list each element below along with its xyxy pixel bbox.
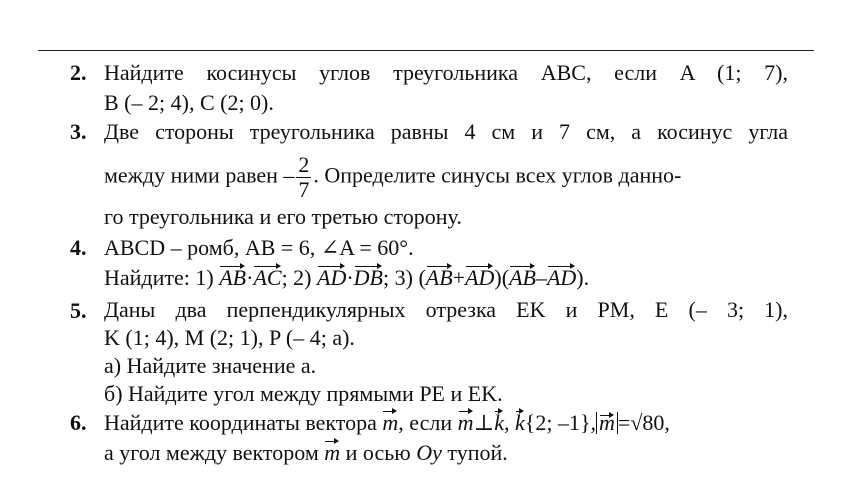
problem-number: 6. — [70, 410, 87, 435]
dot: · — [346, 265, 354, 290]
vector-DB: DB — [354, 263, 383, 293]
denominator: 7 — [298, 177, 310, 202]
top-rule — [38, 50, 814, 51]
text: а угол между вектором — [104, 440, 319, 465]
text: ; 3) ( — [383, 265, 426, 290]
problem-text: Две стороны треугольника равны 4 см и 7 см, а косинус угла — [104, 119, 788, 144]
problem-text: Даны два перпендикулярных отрезка EK и PM, E (– 3; 1), — [104, 297, 788, 322]
problem-text: го треугольника и его третью сторону. — [104, 204, 462, 229]
dot: · — [246, 265, 254, 290]
problem-text: а) Найдите значение a. — [104, 353, 317, 378]
k-coordinates: {2; –1}, — [524, 410, 596, 435]
text: Найдите координаты вектора — [104, 410, 377, 435]
fraction — [296, 153, 311, 202]
vector-AB: AB — [509, 263, 536, 293]
problem-text: ABCD – ромб, AB = 6, ∠A = 60°. — [104, 235, 414, 260]
text: ; 2) — [281, 265, 312, 290]
plus: + — [452, 265, 466, 290]
vector-m: m — [382, 408, 398, 438]
vector-m: m — [458, 408, 474, 438]
problem-text: Найдите косинусы углов треугольника ABC, если A (1; 7), — [104, 60, 788, 85]
problem-number: 2. — [70, 60, 87, 85]
problem-text-line-fraction — [104, 153, 788, 202]
problem-text: между ними равен — [104, 162, 278, 188]
vector-AD: AD — [465, 263, 494, 293]
text: и осью — [345, 440, 411, 465]
axis-Oy: Oy — [416, 440, 442, 465]
text: , — [664, 410, 670, 435]
problem-number: 3. — [70, 119, 87, 144]
text: )( — [494, 265, 510, 290]
minus-sign: – — [283, 162, 295, 188]
problem-text-vectors — [104, 263, 788, 293]
numerator: 2 — [298, 152, 310, 177]
problem-text: K (1; 4), M (2; 1), P (– 4; a). — [104, 325, 355, 350]
perp-symbol: ⊥ — [473, 410, 495, 435]
vector-m-magnitude — [596, 412, 618, 434]
minus: – — [535, 265, 547, 290]
vector-k: k — [494, 408, 504, 438]
vector-m: m — [324, 438, 340, 468]
text: ). — [576, 265, 590, 290]
problem-text: б) Найдите угол между прямыми PE и EK. — [104, 381, 503, 406]
problem-text: B (– 2; 4), C (2; 0). — [104, 90, 274, 115]
vector-AD: AD — [547, 263, 576, 293]
vector-AD: AD — [317, 263, 346, 293]
vector-k: k — [515, 408, 525, 438]
problem-text-line: Найдите координаты вектора m, если m⊥k, k{2; –1}, m =√80, — [104, 408, 788, 438]
problem-text-line — [104, 438, 788, 468]
text: , если — [398, 410, 453, 435]
text: тупой. — [447, 440, 508, 465]
vector-AB: AB — [219, 263, 246, 293]
text: Найдите: 1) — [104, 265, 214, 290]
vector-AC: AC — [253, 263, 281, 293]
vector-AB: AB — [426, 263, 453, 293]
problem-number: 5. — [70, 298, 87, 323]
problem-text: . Определите синусы всех углов данно- — [313, 162, 682, 188]
problem-number: 4. — [70, 235, 87, 260]
vector-m: m — [599, 410, 615, 435]
equals: = — [617, 410, 631, 435]
sqrt-80: √80 — [630, 410, 665, 435]
